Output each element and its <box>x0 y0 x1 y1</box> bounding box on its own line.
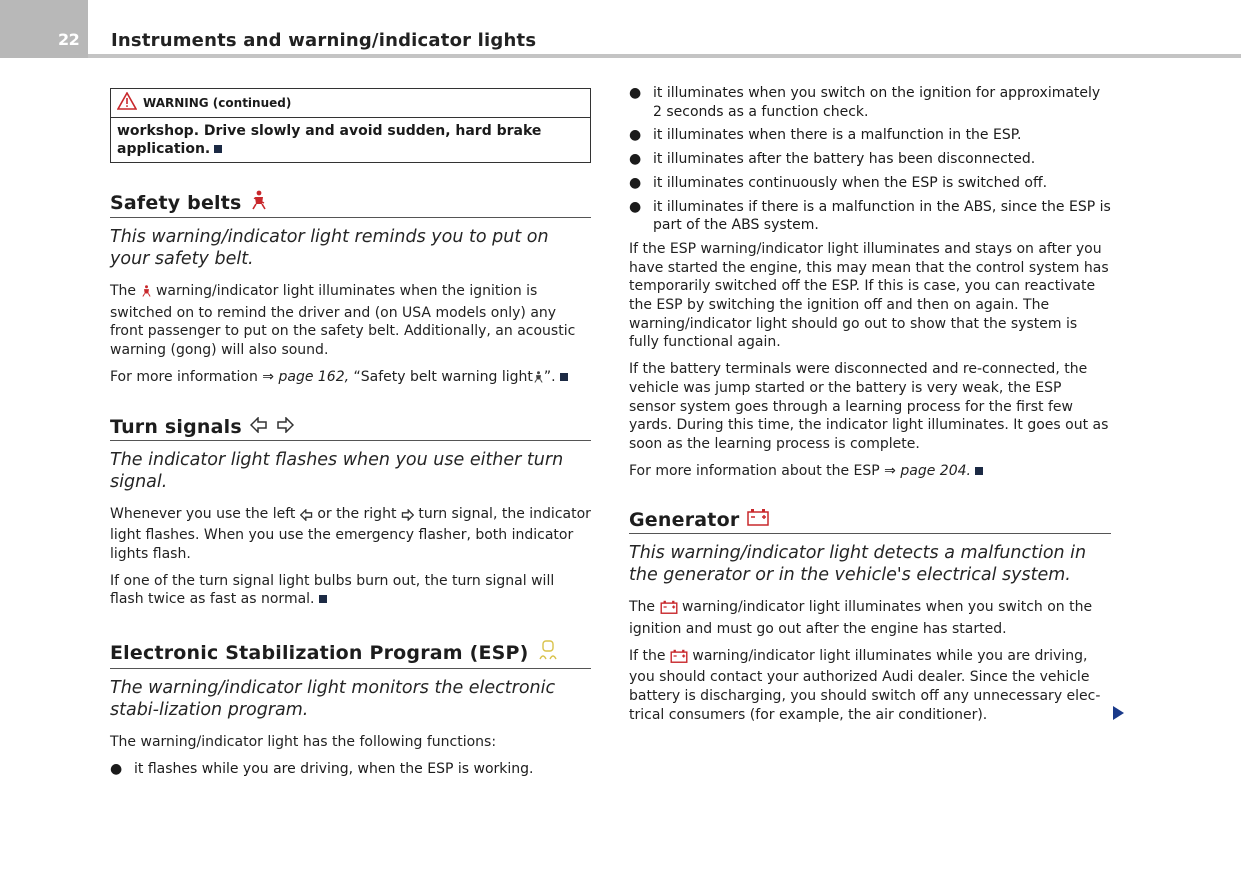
safety-belts-more-info <box>110 368 591 390</box>
warning-box <box>110 88 591 163</box>
header-rule <box>88 54 1241 58</box>
list-item <box>629 198 1111 235</box>
esp-lead: The warning/indicator light monitors the electronic stabi-lization program. <box>110 678 556 721</box>
section-title-esp <box>110 639 591 669</box>
more-info-quote-end: ”. <box>543 368 556 385</box>
bullet-dot: ● <box>629 198 642 215</box>
next-page-arrow-icon[interactable] <box>1113 706 1124 720</box>
esp-functions-intro: The warning/indicator light has the following functions: <box>110 734 497 751</box>
page-number-tab <box>0 0 88 58</box>
section-esp <box>110 639 591 778</box>
page-reference-link[interactable]: page 204. <box>900 462 971 479</box>
esp-stays-on-paragraph: If the ESP warning/indicator light illuminates and stays on after you have started the engine, this may mean that the control system has temporarily switched off the ESP. If this is case, you can reactivate the ESP by switching the ignition off and then on again. The warning/indicator light should go out to show that the system is fully functional again. <box>629 240 1109 351</box>
warning-text: workshop. Drive slowly and avoid sudden, hard brake application. <box>117 123 542 157</box>
esp-more-info <box>629 462 1111 481</box>
more-info-text: For more information ⇒ <box>110 368 275 385</box>
turn-signals-text-a: Whenever you use the left <box>110 505 296 522</box>
end-of-section-icon <box>560 373 568 381</box>
bullet-dot: ● <box>110 760 123 777</box>
generator-text-d: warning/indicator light illuminates while you are driving, you should contact your authorized Audi dealer. Since the vehicle battery is discharging, you should switch off any unnecessary elec-trical consumers (for example, the air conditioner). <box>629 647 1101 723</box>
warning-body <box>111 118 590 162</box>
esp-title: Electronic Stabilization Program (ESP) <box>110 641 529 664</box>
turn-signals-paragraph-1 <box>110 505 591 564</box>
turn-signals-lead: The indicator light flashes when you use either turn signal. <box>110 449 564 492</box>
safety-belts-para-start: The <box>110 283 137 299</box>
section-title-generator <box>629 508 1111 534</box>
page-number: 22 <box>58 30 80 49</box>
generator-paragraph-2 <box>629 647 1111 725</box>
turn-left-icon <box>300 508 313 527</box>
safety-belts-title: Safety belts <box>110 191 242 214</box>
list-item-text: it illuminates when you switch on the ignition for approximately 2 seconds as a function check. <box>653 85 1101 120</box>
safety-belts-paragraph <box>110 282 591 360</box>
list-item-text: it illuminates after the battery has been disconnected. <box>653 151 1036 168</box>
left-column <box>110 84 591 783</box>
section-safety-belts <box>110 190 591 390</box>
seatbelt-icon <box>533 370 544 390</box>
seatbelt-icon <box>141 284 152 304</box>
right-column <box>629 84 1111 733</box>
end-of-section-icon <box>214 145 222 153</box>
section-title-turn-signals <box>110 416 591 441</box>
turn-right-icon <box>276 416 294 438</box>
list-item <box>629 150 1111 169</box>
page-reference-link[interactable]: page 162, <box>278 368 350 385</box>
page-title: Instruments and warning/indicator lights <box>111 30 537 51</box>
esp-battery-paragraph: If the battery terminals were disconnected and re-connected, the vehicle was jump started or the battery is very weak, the ESP sensor system goes through a learning process for the first few yards. During this time, the indicator light illuminates. It goes out as soon as the learning process is complete. <box>629 361 1109 452</box>
generator-title: Generator <box>629 508 740 531</box>
esp-icon <box>537 639 559 666</box>
bullet-dot: ● <box>629 151 642 168</box>
turn-signals-text-b: or the right <box>317 505 397 522</box>
more-info-quote: “Safety belt warning light <box>353 368 533 385</box>
end-of-section-icon <box>319 595 327 603</box>
battery-icon <box>670 649 688 669</box>
turn-signals-text-c: turn signal, the indicator light flashes. When you use the emergency flasher, both indicator lights flash. <box>110 505 591 562</box>
generator-lead: This warning/indicator light detects a malfunction in the generator or in the vehicle's electrical system. <box>629 543 1087 586</box>
generator-text-c: If the <box>629 647 666 664</box>
generator-paragraph-1 <box>629 598 1111 638</box>
turn-left-icon <box>250 416 268 438</box>
turn-signals-title: Turn signals <box>110 415 242 438</box>
section-title-safety-belts <box>110 190 591 218</box>
safety-belts-lead: This warning/indicator light reminds you to put on your safety belt. <box>110 227 549 269</box>
turn-signals-paragraph-2 <box>110 572 591 609</box>
warning-triangle-icon <box>117 92 137 113</box>
section-generator <box>629 508 1111 724</box>
warning-heading: WARNING (continued) <box>143 95 292 110</box>
bullet-dot: ● <box>629 174 642 191</box>
list-item-text: it flashes while you are driving, when the ESP is working. <box>134 760 534 777</box>
list-item-text: it illuminates when there is a malfunction in the ESP. <box>653 127 1022 144</box>
bullet-dot: ● <box>629 85 642 101</box>
battery-icon <box>660 600 678 620</box>
end-of-section-icon <box>975 467 983 475</box>
list-item <box>629 126 1111 145</box>
generator-text-a: The <box>629 599 656 616</box>
turn-right-icon <box>401 508 414 527</box>
list-item-text: it illuminates if there is a malfunction in the ABS, since the ESP is part of the ABS system. <box>653 198 1111 234</box>
generator-text-b: warning/indicator light illuminates when you switch on the ignition and must go out after the engine has started. <box>629 599 1093 638</box>
list-item <box>629 174 1111 193</box>
section-turn-signals <box>110 416 591 610</box>
list-item <box>110 760 591 779</box>
more-info-text: For more information about the ESP ⇒ <box>629 462 896 479</box>
list-item-text: it illuminates continuously when the ESP is switched off. <box>653 174 1048 191</box>
warning-header <box>111 89 590 118</box>
list-item <box>629 84 1111 121</box>
seatbelt-icon <box>250 190 268 215</box>
bullet-dot: ● <box>629 127 642 144</box>
turn-signals-text-2: If one of the turn signal light bulbs burn out, the turn signal will flash twice as fast as normal. <box>110 572 555 608</box>
battery-icon <box>747 508 769 531</box>
safety-belts-para-rest: warning/indicator light illuminates when the ignition is switched on to remind the driver and (on USA models only) any front passenger to put on the safety belt. Additionally, an acoustic warning (gong) will also sound. <box>110 283 576 359</box>
